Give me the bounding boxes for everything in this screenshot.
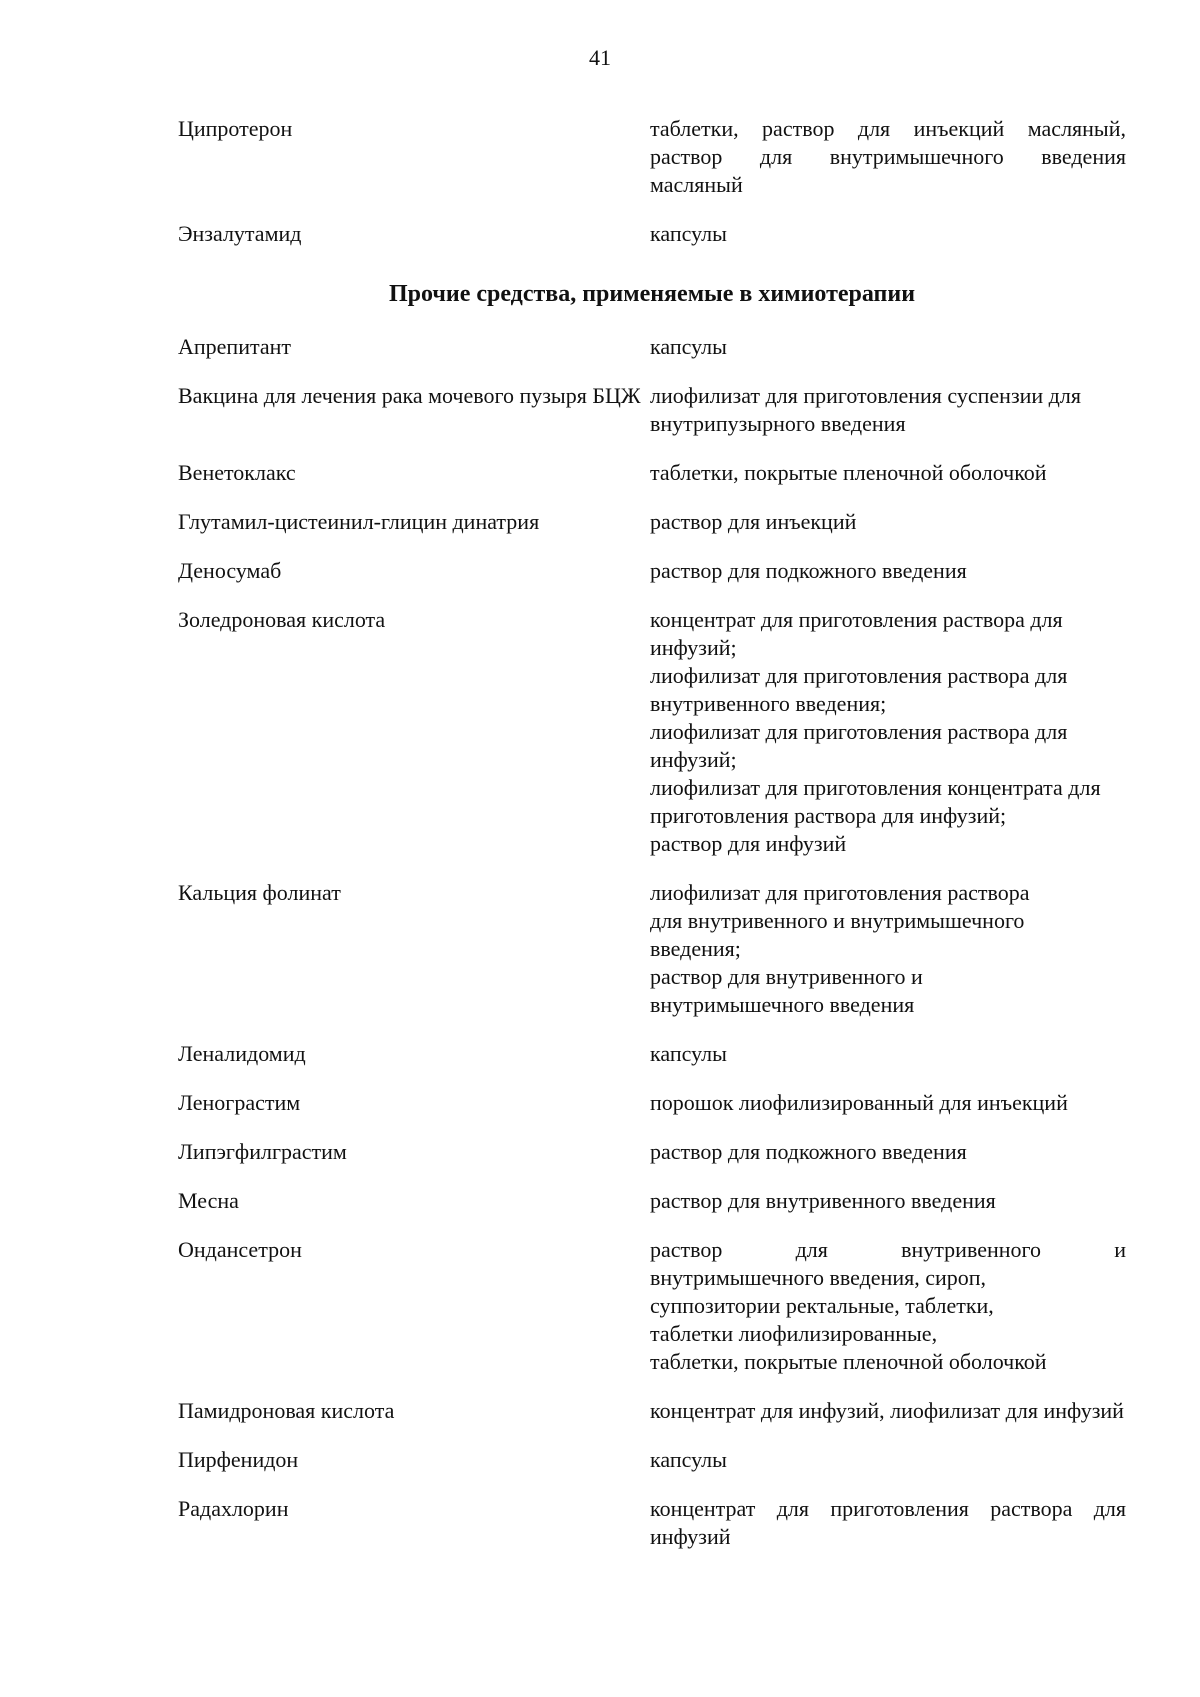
drug-name: Венетоклакс <box>178 460 296 485</box>
table-row <box>178 1446 1126 1474</box>
dosage-forms-list <box>650 1236 1126 1376</box>
drug-name: Ципротерон <box>178 116 293 141</box>
section-heading: Прочие средства, применяемые в химиотерапии <box>388 281 916 307</box>
dosage-form: внутримышечного введения, сироп, <box>650 1265 987 1290</box>
drug-name: Апрепитант <box>178 334 292 359</box>
drug-name: Радахлорин <box>178 1496 289 1521</box>
table-row <box>178 1397 1126 1425</box>
page-number: 41 <box>589 45 611 70</box>
drug-list-continued <box>178 115 1126 248</box>
table-row <box>178 1187 1126 1215</box>
drug-name: Леналидомид <box>178 1041 306 1066</box>
table-row <box>178 879 1126 1019</box>
dosage-form: таблетки, покрытые пленочной оболочкой <box>650 1349 1047 1374</box>
table-row <box>178 115 1126 199</box>
dosage-form: концентрат для приготовления раствора для инфузий; <box>650 607 1063 660</box>
dosage-forms: концентрат для инфузий, лиофилизат для инфузий <box>650 1398 1124 1423</box>
dosage-form: суппозитории ректальные, таблетки, <box>650 1293 994 1318</box>
drug-name: Ленограстим <box>178 1090 301 1115</box>
dosage-forms: таблетки, раствор для инъекций масляный, раствор для внутримышечного введения масляный <box>650 116 1126 197</box>
table-row <box>178 382 1126 438</box>
drug-list <box>178 333 1126 1551</box>
drug-name: Липэгфилграстим <box>178 1139 347 1164</box>
dosage-form: лиофилизат для приготовления концентрата для приготовления раствора для инфузий; <box>650 775 1101 828</box>
drug-name: Месна <box>178 1188 239 1213</box>
dosage-form: лиофилизат для приготовления раствора для инфузий; <box>650 719 1068 772</box>
dosage-forms: раствор для подкожного введения <box>650 558 967 583</box>
dosage-form: раствор для внутривенного и внутримышечного введения <box>650 964 923 1017</box>
dosage-form: лиофилизат для приготовления раствора для внутривенного введения; <box>650 663 1068 716</box>
dosage-forms: раствор для инъекций <box>650 509 857 534</box>
drug-name: Ондансетрон <box>178 1237 302 1262</box>
table-row <box>178 508 1126 536</box>
dosage-form: таблетки лиофилизированные, <box>650 1321 938 1346</box>
table-row <box>178 220 1126 248</box>
table-row <box>178 1495 1126 1551</box>
dosage-forms: капсулы <box>650 1041 727 1066</box>
drug-name: Энзалутамид <box>178 221 302 246</box>
table-row <box>178 459 1126 487</box>
dosage-forms: капсулы <box>650 334 727 359</box>
drug-name: Кальция фолинат <box>178 880 341 905</box>
dosage-forms: лиофилизат для приготовления суспензии для внутрипузырного введения <box>650 383 1081 436</box>
drug-name: Глутамил-цистеинил-глицин динатрия <box>178 509 540 534</box>
table-row <box>178 1138 1126 1166</box>
dosage-forms: раствор для внутривенного введения <box>650 1188 996 1213</box>
drug-name: Золедроновая кислота <box>178 607 386 632</box>
dosage-forms: концентрат для приготовления раствора для инфузий <box>650 1496 1126 1549</box>
table-row <box>178 1236 1126 1376</box>
drug-name: Вакцина для лечения рака мочевого пузыря БЦЖ <box>178 383 641 408</box>
dosage-forms: таблетки, покрытые пленочной оболочкой <box>650 460 1047 485</box>
table-row <box>178 1040 1126 1068</box>
table-row <box>178 1089 1126 1117</box>
dosage-form: раствор для инфузий <box>650 831 847 856</box>
drug-name: Деносумаб <box>178 558 282 583</box>
table-row <box>178 557 1126 585</box>
dosage-forms: порошок лиофилизированный для инъекций <box>650 1090 1068 1115</box>
table-row <box>178 333 1126 361</box>
dosage-forms-list <box>650 606 1126 858</box>
dosage-forms-list <box>650 879 1126 1019</box>
dosage-forms: капсулы <box>650 221 727 246</box>
dosage-forms: капсулы <box>650 1447 727 1472</box>
dosage-forms: раствор для подкожного введения <box>650 1139 967 1164</box>
table-row <box>178 606 1126 858</box>
dosage-form: раствор для внутривенного и <box>650 1237 1126 1262</box>
drug-name: Памидроновая кислота <box>178 1398 395 1423</box>
drug-name: Пирфенидон <box>178 1447 299 1472</box>
dosage-form: лиофилизат для приготовления раствора для внутривенного и внутримышечного введения; <box>650 880 1030 961</box>
